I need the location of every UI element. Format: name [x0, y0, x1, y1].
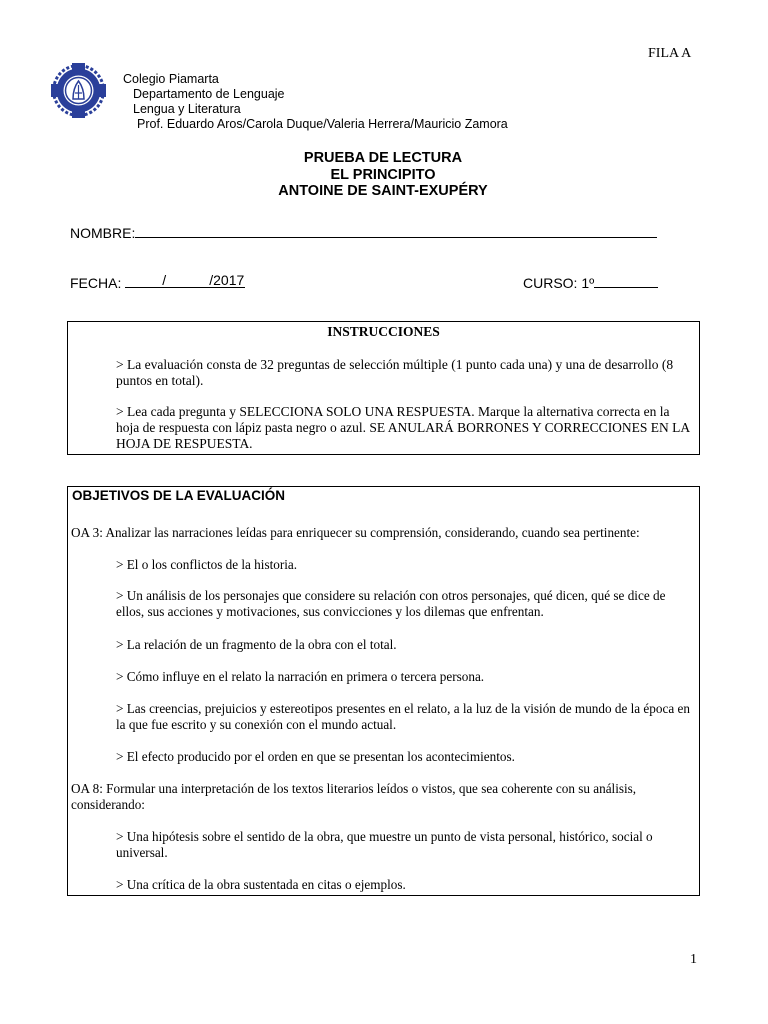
oa3-item-3: > La relación de un fragmento de la obra con el total. — [116, 637, 397, 652]
oa8-item-1: > Una hipótesis sobre el sentido de la obra, que muestre un punto de vista personal, histórico, social o universal. — [116, 829, 653, 860]
name-input-line[interactable] — [135, 223, 657, 238]
objectives-box — [67, 486, 700, 896]
instructions-title: INSTRUCCIONES — [327, 324, 440, 339]
department-name: Departamento de Lenguaje — [133, 87, 285, 101]
school-name: Colegio Piamarta — [123, 72, 219, 86]
oa8-item-2: > Una crítica de la obra sustentada en citas o ejemplos. — [116, 877, 406, 892]
oa3-text: OA 3: Analizar las narraciones leídas para enriquecer su comprensión, considerando, cuando sea pertinente: — [71, 525, 640, 540]
course-field — [523, 273, 658, 291]
school-logo-icon — [51, 63, 106, 118]
title-line-1: PRUEBA DE LECTURA — [303, 150, 463, 166]
name-label: NOMBRE: — [70, 225, 136, 241]
instructions-box — [67, 321, 700, 455]
date-input-line[interactable] — [125, 273, 245, 288]
date-label: FECHA: — [70, 275, 122, 291]
fila-label: FILA A — [648, 46, 692, 61]
date-field — [70, 273, 245, 291]
oa3-item-1: > El o los conflictos de la historia. — [116, 557, 298, 572]
objectives-title: OBJETIVOS DE LA EVALUACIÓN — [72, 488, 286, 503]
title-line-3: ANTOINE DE SAINT-EXUPÉRY — [278, 183, 488, 199]
course-label: CURSO: 1º — [523, 275, 595, 291]
subject-name: Lengua y Literatura — [133, 102, 241, 116]
title-line-2: EL PRINCIPITO — [330, 166, 436, 183]
oa3-item-2: > Un análisis de los personajes que considere su relación con otros personajes, qué dicen, qué se dice de ellos, sus acciones y motivaciones, sus convicciones y los dilemas que enfrentan. — [116, 588, 666, 619]
oa8-text: OA 8: Formular una interpretación de los textos literarios leídos o vistos, que sea coherente con su análisis, considerando: — [71, 781, 637, 812]
oa3-item-5: > Las creencias, prejuicios y estereotipos presentes en el relato, a la luz de la visión de mundo de la época en la que fue escrito y su conexión con el mundo actual. — [116, 701, 690, 732]
date-slash: / — [162, 272, 167, 288]
oa3-item-4: > Cómo influye en el relato la narración en primera o tercera persona. — [116, 669, 485, 684]
name-field — [70, 223, 657, 241]
course-input-line[interactable] — [594, 273, 658, 288]
page-number: 1 — [690, 952, 697, 967]
oa3-item-6: > El efecto producido por el orden en que se presentan los acontecimientos. — [116, 749, 515, 764]
teachers-line: Prof. Eduardo Aros/Carola Duque/Valeria Herrera/Mauricio Zamora — [137, 117, 508, 131]
instruction-item-1: > La evaluación consta de 32 preguntas de selección múltiple (1 punto cada una) y una de desarrollo (8 puntos en total). — [116, 357, 674, 388]
instruction-item-2: > Lea cada pregunta y SELECCIONA SOLO UNA RESPUESTA. Marque la alternativa correcta en la hoja de respuesta con lápiz pasta negro o azul. SE ANULARÁ BORRONES Y CORRECCIONES EN LA HOJA DE RESPUESTA. — [116, 404, 690, 451]
date-year: /2017 — [209, 272, 245, 288]
test-title — [68, 150, 698, 200]
